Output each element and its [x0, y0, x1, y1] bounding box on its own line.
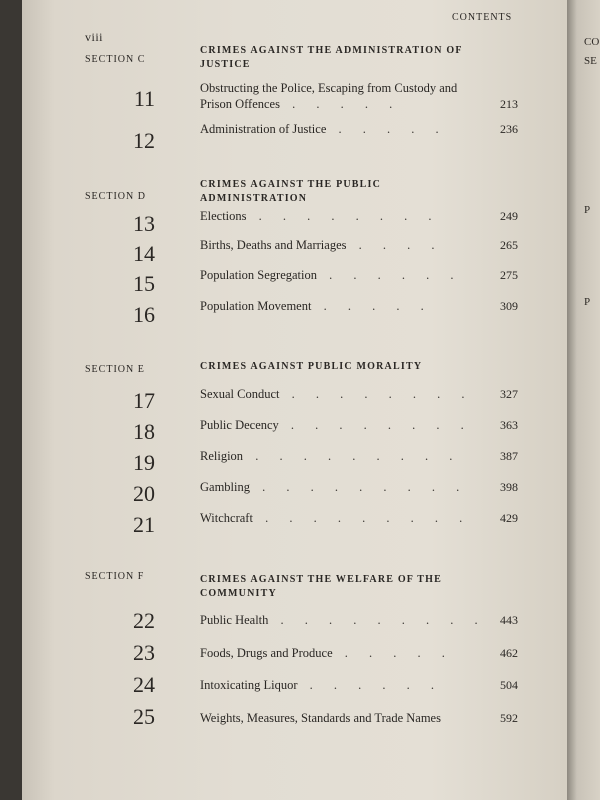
- dot-leader: . . . . .: [311, 299, 433, 313]
- chapter-title: Witchcraft: [200, 511, 253, 525]
- dot-leader: . . . .: [346, 238, 444, 252]
- dot-leader: . . . . . .: [317, 268, 463, 282]
- chapter-entry: [200, 448, 518, 464]
- chapter-title: Intoxicating Liquor: [200, 678, 298, 692]
- adjacent-page-fragment: CO: [584, 36, 600, 48]
- chapter-number: 16: [133, 302, 155, 327]
- page-number: viii: [85, 30, 104, 44]
- chapter-entry: [200, 386, 518, 402]
- chapter-page: 443: [500, 613, 518, 627]
- chapter-number: 12: [133, 128, 155, 153]
- chapter-number: 19: [133, 450, 155, 475]
- chapter-title: Population Segregation: [200, 268, 317, 282]
- chapter-entry: [200, 510, 518, 526]
- chapter-title: Public Decency: [200, 418, 279, 432]
- chapter-number: 18: [133, 419, 155, 444]
- chapter-page: 398: [500, 480, 518, 494]
- section-label: SECTION C: [85, 54, 146, 65]
- chapter-page: 327: [500, 387, 518, 401]
- section-title: CRIMES AGAINST PUBLIC MORALITY: [200, 361, 423, 372]
- chapter-title: Sexual Conduct: [200, 387, 280, 401]
- dot-leader: . . . . . . . . .: [250, 480, 469, 494]
- chapter-entry: [200, 267, 518, 283]
- dot-leader: . . . . .: [279, 97, 402, 111]
- chapter-entry: [200, 710, 518, 726]
- chapter-entry: [200, 677, 518, 693]
- chapter-title: Religion: [200, 449, 244, 463]
- chapter-number: 23: [133, 640, 155, 665]
- dot-leader: . . . . . . . . .: [252, 511, 472, 525]
- chapter-page: 213: [500, 97, 518, 111]
- chapter-number: 15: [133, 271, 155, 296]
- chapter-title: Births, Deaths and Marriages: [200, 238, 347, 252]
- dot-leader: . . . . . . . .: [279, 387, 474, 401]
- chapter-title: Gambling: [200, 480, 250, 494]
- dot-leader: . . . . . .: [297, 678, 444, 692]
- section-title: CRIMES AGAINST THE WELFARE OF THE COMMUNITY: [200, 574, 442, 599]
- chapter-entry: [200, 208, 518, 224]
- chapter-entry: [200, 80, 518, 112]
- chapter-number: 17: [133, 388, 155, 413]
- section-title: CRIMES AGAINST THE PUBLIC ADMINISTRATION: [200, 179, 382, 204]
- chapter-number: 14: [133, 241, 155, 266]
- section-title: CRIMES AGAINST THE ADMINISTRATION OF JUSTICE: [200, 45, 463, 70]
- chapter-number: 25: [133, 704, 155, 729]
- dot-leader: . . . . . . . . .: [243, 449, 462, 463]
- adjacent-page-fragment: SE: [584, 55, 597, 67]
- chapter-entry: [200, 417, 518, 433]
- chapter-entry: [200, 237, 518, 253]
- chapter-entry: [200, 479, 518, 495]
- chapter-page: 363: [500, 418, 518, 432]
- chapter-page: 462: [500, 646, 518, 660]
- chapter-title: Elections: [200, 209, 247, 223]
- adjacent-page-fragment: P: [584, 296, 591, 308]
- chapter-page: 592: [500, 711, 518, 725]
- chapter-entry: [200, 298, 518, 314]
- chapter-page: 265: [500, 238, 518, 252]
- chapter-title: Weights, Measures, Standards and Trade Names: [200, 711, 441, 725]
- running-head: CONTENTS: [452, 12, 513, 23]
- chapter-page: 504: [500, 678, 518, 692]
- dot-leader: . . . . . . . .: [246, 209, 441, 223]
- chapter-title: Population Movement: [200, 299, 312, 313]
- chapter-number: 21: [133, 512, 155, 537]
- chapter-entry: [200, 645, 518, 661]
- section-label: SECTION D: [85, 191, 146, 202]
- chapter-number: 13: [133, 211, 155, 236]
- chapter-page: 309: [500, 299, 518, 313]
- chapter-title: Public Health: [200, 613, 269, 627]
- section-label: SECTION E: [85, 364, 145, 375]
- chapter-page: 236: [500, 122, 518, 136]
- chapter-title: Obstructing the Police, Escaping from Custody and Prison Offences: [200, 81, 458, 111]
- chapter-number: 24: [133, 672, 155, 697]
- dot-leader: . . . . . . . .: [278, 418, 473, 432]
- chapter-entry: [200, 612, 518, 628]
- chapter-title: Foods, Drugs and Produce: [200, 646, 333, 660]
- chapter-page: 387: [500, 449, 518, 463]
- dot-leader: . . . . .: [326, 122, 448, 136]
- dot-leader: . . . . . . . . .: [268, 613, 487, 627]
- chapter-page: 275: [500, 268, 518, 282]
- chapter-number: 20: [133, 481, 155, 506]
- chapter-page: 249: [500, 209, 518, 223]
- chapter-page: 429: [500, 511, 518, 525]
- chapter-number: 11: [133, 86, 155, 111]
- chapter-entry: [200, 121, 518, 137]
- chapter-number: 22: [133, 608, 155, 633]
- section-label: SECTION F: [85, 571, 145, 582]
- dot-leader: . . . . .: [332, 646, 454, 660]
- chapter-title: Administration of Justice: [200, 122, 327, 136]
- adjacent-page-fragment: P: [584, 204, 591, 216]
- adjacent-page: [567, 0, 600, 800]
